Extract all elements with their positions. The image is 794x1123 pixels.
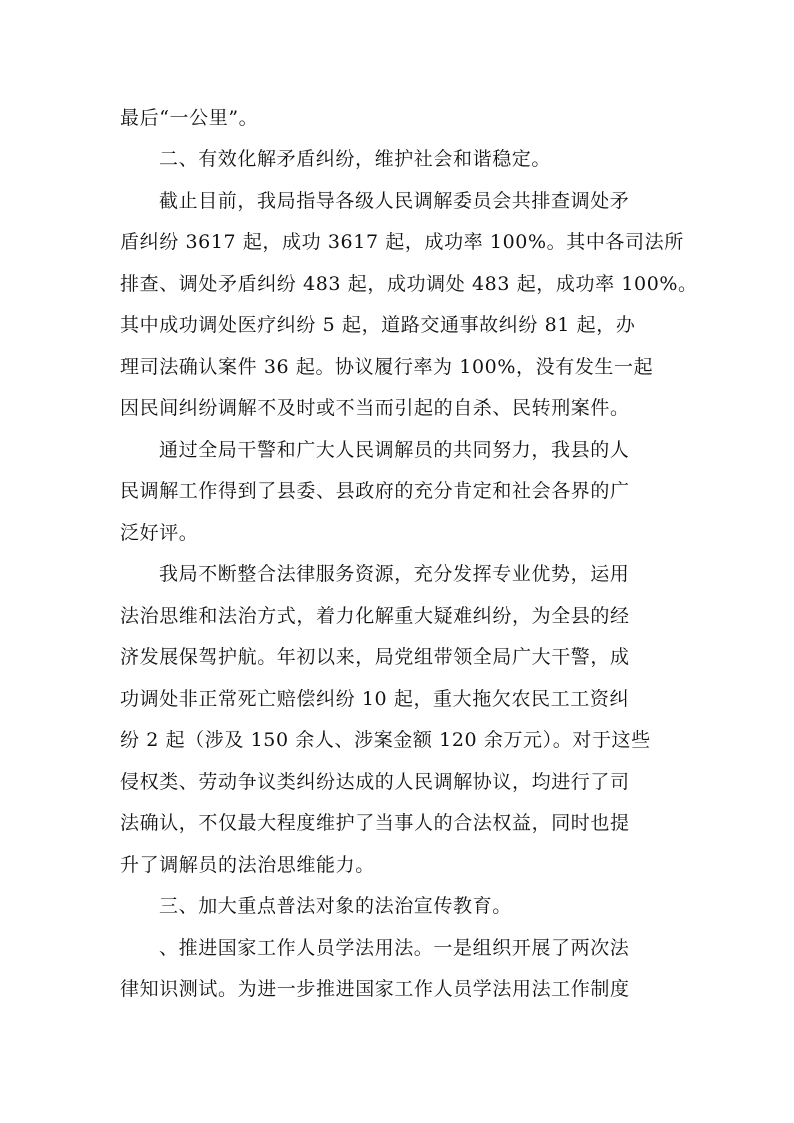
- text-line: 济发展保驾护航。年初以来，局党组带领全局广大干警，成: [120, 646, 630, 668]
- text-line: 排查、调处矛盾纠纷 483 起，成功调处 483 起，成功率 100%。: [120, 273, 698, 295]
- text-line: 盾纠纷 3617 起，成功 3617 起，成功率 100%。其中各司法所: [120, 231, 684, 253]
- section-heading: 三、加大重点普法对象的法治宣传教育。: [159, 895, 512, 917]
- section-heading: 二、有效化解矛盾纠纷，维护社会和谐稳定。: [159, 148, 552, 170]
- text-line: 因民间纠纷调解不及时或不当而引起的自杀、民转刑案件。: [120, 397, 630, 419]
- text-line: 理司法确认案件 36 起。协议履行率为 100%，没有发生一起: [120, 356, 654, 378]
- text-line: 其中成功调处医疗纠纷 5 起，道路交通事故纠纷 81 起，办: [120, 314, 636, 336]
- text-line: 通过全局干警和广大人民调解员的共同努力，我县的人: [159, 439, 630, 461]
- text-line: 最后“一公里”。: [120, 107, 259, 129]
- text-line: 泛好评。: [120, 522, 199, 544]
- text-line: 法治思维和法治方式，着力化解重大疑难纠纷，为全县的经: [120, 605, 630, 627]
- text-line: 侵权类、劳动争议类纠纷达成的人民调解协议，均进行了司: [120, 771, 630, 793]
- text-line: 截止目前，我局指导各级人民调解委员会共排查调处矛: [159, 190, 630, 212]
- text-line: 法确认，不仅最大程度维护了当事人的合法权益，同时也提: [120, 812, 630, 834]
- text-line: 我局不断整合法律服务资源，充分发挥专业优势，运用: [159, 563, 630, 585]
- text-line: 民调解工作得到了县委、县政府的充分肯定和社会各界的广: [120, 480, 630, 502]
- text-line: 律知识测试。为进一步推进国家工作人员学法用法工作制度: [120, 978, 630, 1000]
- text-line: 升了调解员的法治思维能力。: [120, 854, 375, 876]
- text-line: 功调处非正常死亡赔偿纠纷 10 起，重大拖欠农民工工资纠: [120, 688, 630, 710]
- text-line: 、推进国家工作人员学法用法。一是组织开展了两次法: [159, 937, 630, 959]
- text-line: 纷 2 起（涉及 150 余人、涉案金额 120 余万元）。对于这些: [120, 729, 651, 751]
